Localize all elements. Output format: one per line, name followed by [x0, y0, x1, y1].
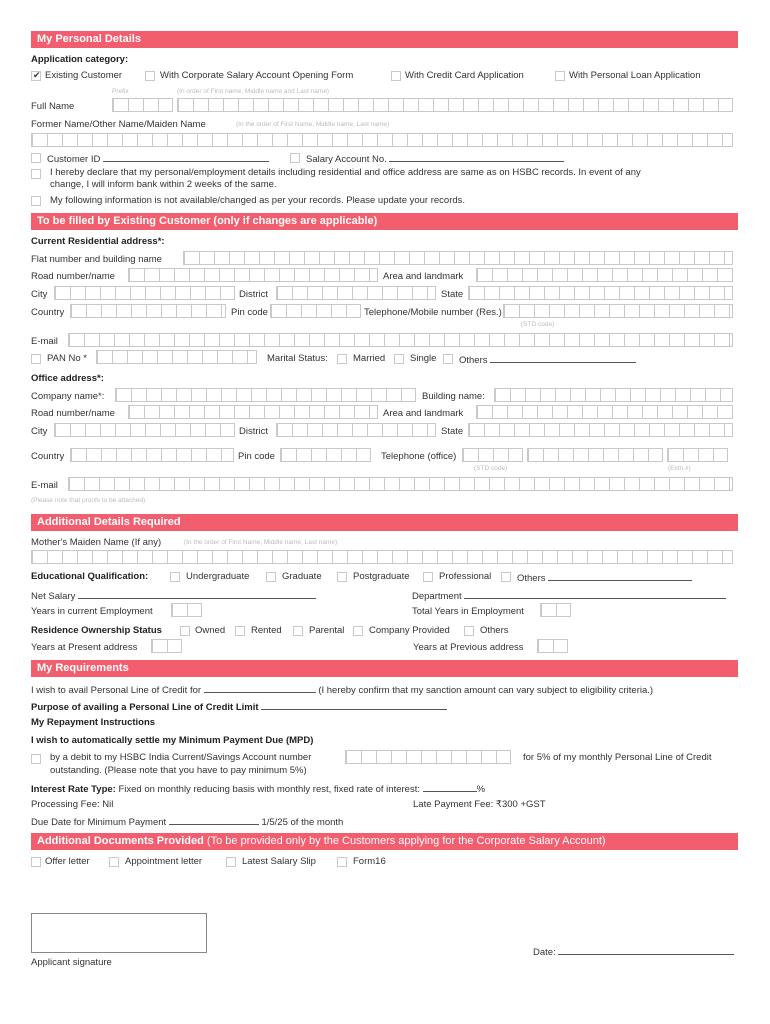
department-label: Department	[412, 589, 726, 602]
edu-others-checkbox[interactable]	[501, 572, 511, 582]
office-tel-input[interactable]	[527, 448, 663, 462]
residence-owned-checkbox[interactable]	[180, 626, 190, 636]
edu-professional-label: Professional	[439, 571, 492, 582]
district-input[interactable]	[276, 286, 436, 300]
office-pin-input[interactable]	[280, 448, 371, 462]
signature-box[interactable]	[31, 913, 207, 953]
section-header-additional: Additional Details Required	[31, 514, 738, 531]
net-salary-field[interactable]	[78, 589, 316, 599]
office-country-label: Country	[31, 451, 65, 462]
prefix-hint: Prefix	[112, 88, 129, 95]
debit-account-input[interactable]	[345, 750, 511, 764]
signature-label: Applicant signature	[31, 957, 112, 968]
interest-rate-text: Interest Rate Type: Fixed on monthly reducing basis with monthly rest, fixed rate of interest: %	[31, 784, 486, 795]
corporate-salary-label: With Corporate Salary Account Opening Form	[160, 70, 354, 81]
residence-company-label: Company Provided	[369, 625, 450, 636]
company-input[interactable]	[115, 388, 416, 402]
flat-input[interactable]	[183, 251, 733, 265]
area-label: Area and landmark	[383, 271, 464, 282]
residence-rented-label: Rented	[251, 625, 282, 636]
late-payment-fee: Late Payment Fee: ₹300 +GST	[413, 799, 546, 810]
debit-checkbox[interactable]	[31, 754, 41, 764]
married-checkbox[interactable]	[337, 354, 347, 364]
edu-postgraduate-checkbox[interactable]	[337, 572, 347, 582]
doc-form16-label: Form16	[353, 856, 386, 867]
due-date-text: Due Date for Minimum Payment 1/5/25 of the month	[31, 817, 344, 828]
declare-text-2: change, I will inform bank within 2 weeks of the same.	[50, 179, 277, 190]
section-header-existing: To be filled by Existing Customer (only if changes are applicable)	[31, 213, 738, 230]
corporate-salary-checkbox[interactable]	[145, 71, 155, 81]
office-road-input[interactable]	[128, 405, 378, 419]
app-category-label: Application category:	[31, 54, 129, 65]
avail-amount-field[interactable]	[204, 683, 316, 693]
city-input[interactable]	[54, 286, 235, 300]
pin-input[interactable]	[270, 304, 361, 318]
credit-card-checkbox[interactable]	[391, 71, 401, 81]
residence-owned-label: Owned	[195, 625, 226, 636]
office-district-input[interactable]	[276, 423, 436, 437]
full-name-input[interactable]	[177, 98, 733, 112]
flat-label: Flat number and building name	[31, 254, 162, 265]
section-header-requirements: My Requirements	[31, 660, 738, 677]
years-previous-input[interactable]	[537, 639, 568, 653]
residence-parental-checkbox[interactable]	[293, 626, 303, 636]
edu-professional-checkbox[interactable]	[423, 572, 433, 582]
city-label: City	[31, 289, 48, 300]
email-input[interactable]	[68, 333, 733, 347]
marital-label: Marital Status:	[267, 353, 328, 364]
residence-parental-label: Parental	[309, 625, 345, 636]
customer-id-label: Customer ID	[47, 152, 269, 165]
years-present-label: Years at Present address	[31, 642, 138, 653]
extn-hint: (Extn.#)	[668, 465, 691, 472]
residence-company-checkbox[interactable]	[353, 626, 363, 636]
date-field[interactable]	[558, 945, 734, 955]
residence-others-checkbox[interactable]	[464, 626, 474, 636]
personal-loan-label: With Personal Loan Application	[569, 70, 701, 81]
mothers-maiden-input[interactable]	[31, 550, 733, 564]
declare-checkbox[interactable]	[31, 169, 41, 179]
tel-mobile-label: Telephone/Mobile number (Res.)	[364, 307, 502, 318]
edu-others-label: Others	[517, 571, 692, 584]
district-label: District	[239, 289, 269, 300]
repayment-heading: My Repayment Instructions	[31, 717, 156, 728]
pan-checkbox[interactable]	[31, 354, 41, 364]
marital-others-checkbox[interactable]	[443, 354, 453, 364]
office-country-input[interactable]	[70, 448, 234, 462]
existing-customer-label: Existing Customer	[45, 70, 123, 81]
residence-label: Residence Ownership Status	[31, 625, 162, 636]
office-pin-label: Pin code	[238, 451, 275, 462]
edu-graduate-checkbox[interactable]	[266, 572, 276, 582]
residence-rented-checkbox[interactable]	[235, 626, 245, 636]
country-label: Country	[31, 307, 65, 318]
state-input[interactable]	[468, 286, 733, 300]
edu-graduate-label: Graduate	[282, 571, 322, 582]
years-employment-input[interactable]	[171, 603, 202, 617]
edu-label: Educational Qualification:	[31, 571, 149, 582]
std-hint: (STD code)	[521, 321, 555, 328]
purpose-field[interactable]	[261, 700, 447, 710]
total-years-label: Total Years in Employment	[412, 606, 524, 617]
years-employment-label: Years in current Employment	[31, 606, 153, 617]
pin-label: Pin code	[231, 307, 268, 318]
building-label: Building name:	[422, 391, 485, 402]
office-city-label: City	[31, 426, 48, 437]
doc-salary-slip-label: Latest Salary Slip	[242, 856, 316, 867]
office-email-label: E-mail	[31, 480, 58, 491]
processing-fee: Processing Fee: Nil	[31, 799, 114, 810]
doc-offer-checkbox[interactable]	[31, 857, 41, 867]
customer-id-checkbox[interactable]	[31, 153, 41, 163]
single-checkbox[interactable]	[394, 354, 404, 364]
prefix-input[interactable]	[112, 98, 173, 112]
personal-loan-checkbox[interactable]	[555, 71, 565, 81]
doc-appointment-checkbox[interactable]	[109, 857, 119, 867]
road-label: Road number/name	[31, 271, 115, 282]
marital-others-field[interactable]	[490, 353, 636, 363]
salary-account-label: Salary Account No.	[306, 152, 564, 165]
full-name-label: Full Name	[31, 101, 75, 112]
not-available-checkbox[interactable]	[31, 196, 41, 206]
debit-suffix: for 5% of my monthly Personal Line of Credit	[523, 752, 712, 763]
edu-postgraduate-label: Postgraduate	[353, 571, 410, 582]
doc-appointment-label: Appointment letter	[125, 856, 203, 867]
pan-label: PAN No *	[47, 353, 87, 364]
debit-text-2: outstanding. (Please note that you have to pay minimum 5%)	[50, 765, 307, 776]
section-header-personal: My Personal Details	[31, 31, 738, 48]
proofs-note: (Please note that proofs to be attached)	[31, 497, 146, 504]
office-address-label: Office address*:	[31, 373, 104, 384]
office-area-label: Area and landmark	[383, 408, 464, 419]
marital-others-label: Others	[459, 353, 636, 366]
office-area-input[interactable]	[476, 405, 733, 419]
salary-account-checkbox[interactable]	[290, 153, 300, 163]
section-header-documents: Additional Documents Provided (To be provided only by the Customers applying for the Corporate Salary Account)	[31, 833, 738, 850]
total-years-input[interactable]	[540, 603, 571, 617]
interest-rate-field[interactable]	[423, 782, 477, 792]
office-state-label: State	[441, 426, 464, 437]
office-email-input[interactable]	[68, 477, 733, 491]
edu-undergraduate-checkbox[interactable]	[170, 572, 180, 582]
net-salary-label: Net Salary	[31, 589, 316, 602]
country-input[interactable]	[70, 304, 226, 318]
former-name-hint: (In the order of First Name, Middle name, Last name)	[236, 121, 390, 128]
name-order-hint: (In order of First name, Middle name and Last name)	[177, 88, 330, 95]
tel-office-label: Telephone (office)	[381, 451, 457, 462]
customer-id-field[interactable]	[103, 152, 269, 162]
avail-text: I wish to avail Personal Line of Credit for (I hereby confirm that my sanction amount can vary subject to eligibility criteria.)	[31, 685, 654, 696]
existing-customer-checkbox[interactable]	[31, 71, 41, 81]
current-address-label: Current Residential address*:	[31, 236, 165, 247]
years-previous-label: Years at Previous address	[413, 642, 524, 653]
credit-card-label: With Credit Card Application	[405, 70, 524, 81]
office-road-label: Road number/name	[31, 408, 115, 419]
doc-offer-label: Offer letter	[45, 856, 90, 867]
doc-form16-checkbox[interactable]	[337, 857, 347, 867]
mothers-maiden-hint: (In the order of First Name, Middle name, Last name)	[184, 539, 338, 546]
area-input[interactable]	[476, 268, 733, 282]
office-district-label: District	[239, 426, 269, 437]
debit-text: by a debit to my HSBC India Current/Savings Account number	[50, 752, 312, 763]
mpd-heading: I wish to automatically settle my Minimum Payment Due (MPD)	[31, 735, 314, 746]
years-present-input[interactable]	[151, 639, 182, 653]
state-label: State	[441, 289, 464, 300]
office-city-input[interactable]	[54, 423, 235, 437]
salary-account-field[interactable]	[389, 152, 564, 162]
purpose-text: Purpose of availing a Personal Line of Credit Limit	[31, 700, 447, 713]
edu-undergraduate-label: Undergraduate	[186, 571, 250, 582]
residence-others-label: Others	[480, 625, 509, 636]
office-state-input[interactable]	[468, 423, 733, 437]
doc-salary-slip-checkbox[interactable]	[226, 857, 236, 867]
office-extn-input[interactable]	[667, 448, 728, 462]
declare-text: I hereby declare that my personal/employment details including residential and office address are same as on HSBC records. In event of any	[50, 167, 641, 178]
former-name-input[interactable]	[31, 133, 733, 147]
office-std-input[interactable]	[462, 448, 523, 462]
not-available-text: My following information is not available/changed as per your records. Please update your records.	[50, 195, 466, 206]
married-label: Married	[353, 353, 386, 364]
department-field[interactable]	[464, 589, 726, 599]
date-label: Date:	[533, 945, 734, 958]
pan-input[interactable]	[96, 350, 257, 364]
office-std-hint: (STD code)	[474, 465, 508, 472]
tel-mobile-input[interactable]	[503, 304, 733, 318]
single-label: Single	[410, 353, 437, 364]
company-label: Company name*:	[31, 391, 105, 402]
former-name-label: Former Name/Other Name/Maiden Name	[31, 119, 206, 130]
mothers-maiden-label: Mother's Maiden Name (If any)	[31, 537, 162, 548]
road-input[interactable]	[128, 268, 378, 282]
email-label: E-mail	[31, 336, 58, 347]
edu-others-field[interactable]	[548, 571, 692, 581]
due-date-field[interactable]	[169, 815, 259, 825]
building-input[interactable]	[494, 388, 733, 402]
